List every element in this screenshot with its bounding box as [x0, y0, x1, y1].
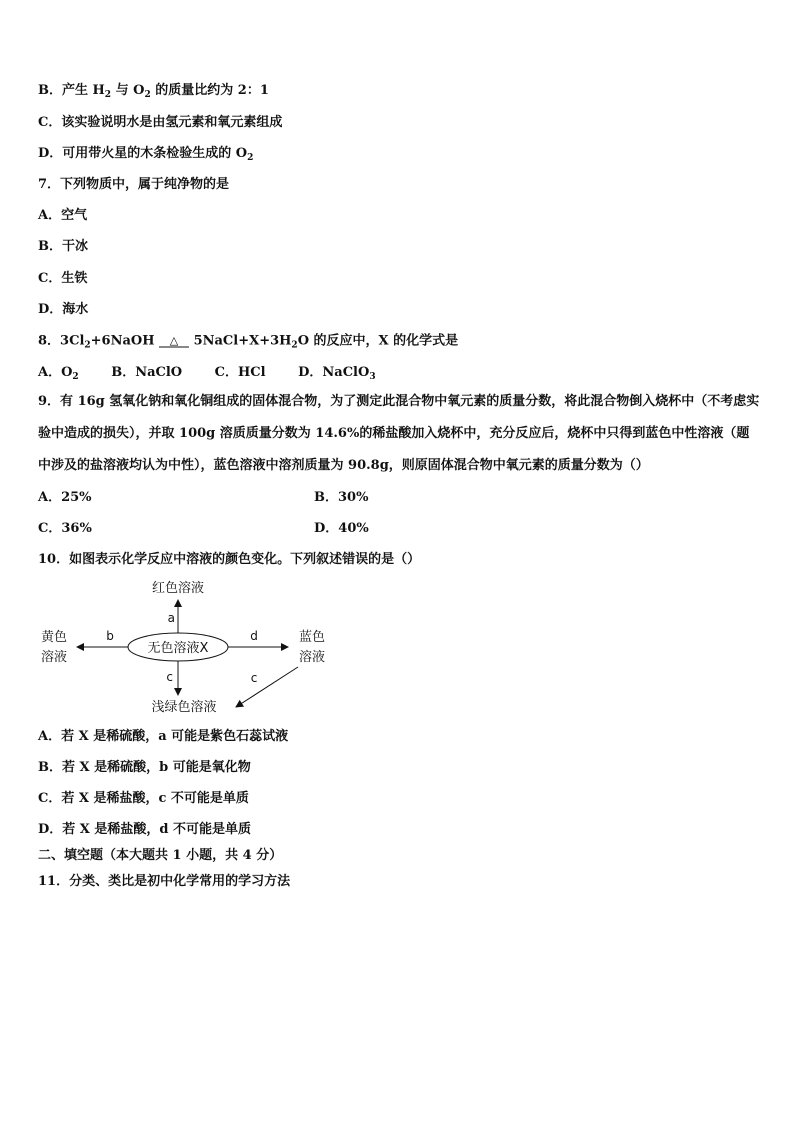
- heat-condition-mark: [159, 333, 189, 349]
- q7-stem: 7．下列物质中，属于纯净物的是: [38, 177, 230, 192]
- left-solution-line2: 溶液: [40, 650, 68, 665]
- q6-option-c: C．该实验说明水是由氢元素和氧元素组成: [38, 115, 283, 130]
- q7-option-b: B．干冰: [38, 239, 88, 254]
- q8-option-b: B．NaClO: [111, 365, 183, 380]
- label-c-diagonal: c: [250, 671, 258, 685]
- q9-option-c: C．36%: [38, 521, 92, 536]
- q7-option-a: A．空气: [38, 208, 88, 223]
- label-d: d: [250, 629, 258, 643]
- q10-option-a: A．若 X 是稀硫酸，a 可能是紫色石蕊试液: [38, 729, 289, 744]
- right-solution-line1: 蓝色: [298, 630, 326, 645]
- svg-text:△: △: [169, 334, 179, 347]
- q6-option-d: D．可用带火星的木条检验生成的 $O_2$: [38, 146, 254, 163]
- q8-option-c: C．HCl: [214, 365, 266, 380]
- label-a: a: [167, 611, 175, 625]
- arrow-c-diagonal: [236, 667, 298, 707]
- q10-option-d: D．若 X 是稀盐酸，d 不可能是单质: [38, 822, 252, 837]
- label-c: c: [166, 670, 173, 684]
- q6-option-b: B．产生 $H_2$ 与 $O_2$ 的质量比约为 2：1: [38, 83, 269, 100]
- q9-stem: 9．有 16g 氢氧化钠和氧化铜组成的固体混合物，为了测定此混合物中氧元素的质量分数，将此混合物倒入烧杯中（不考虑实验中造成的损失），并取 100g 溶质质量分数为 14.6%的稀盐酸加入烧杯中，充分反应后，烧杯中只得到蓝色中性溶液（题中涉及的盐溶液均认为中性），蓝色溶液中溶剂质量为 90.8g，则原固体混合物中氧元素的质量分数为（）: [38, 394, 760, 473]
- right-solution-line2: 溶液: [298, 650, 326, 665]
- q10-option-c: C．若 X 是稀盐酸，c 不可能是单质: [38, 791, 249, 806]
- label-b: b: [106, 629, 114, 643]
- q7-option-c: C．生铁: [38, 271, 88, 286]
- color-change-diagram: [30, 573, 340, 723]
- q8-option-a: A．$O_2$: [38, 365, 79, 382]
- q8-options: [38, 365, 404, 381]
- q8-option-d: D．NaClO$_3$: [298, 365, 376, 382]
- left-solution-line1: 黄色: [40, 630, 68, 645]
- q9-option-a: A．25%: [38, 490, 92, 505]
- q7-option-d: D．海水: [38, 302, 89, 317]
- top-solution: 红色溶液: [151, 581, 205, 596]
- q9-option-d: D．40%: [314, 521, 369, 536]
- q11-stem: 11．分类、类比是初中化学常用的学习方法: [38, 874, 291, 889]
- section-title: 二、填空题（本大题共 1 小题，共 4 分）: [38, 848, 283, 863]
- q8-stem: 8．$3Cl_2+6NaOH$ △ $5NaCl+X+3H_2O$ 的反应中，X 的化学式是: [38, 333, 459, 351]
- q9-option-b: B．30%: [314, 490, 369, 505]
- center-label: 无色溶液X: [147, 641, 209, 656]
- q10-option-b: B．若 X 是稀硫酸，b 可能是氧化物: [38, 760, 251, 775]
- q10-stem: 10．如图表示化学反应中溶液的颜色变化。下列叙述错误的是（）: [38, 552, 421, 567]
- bottom-solution: 浅绿色溶液: [151, 700, 217, 715]
